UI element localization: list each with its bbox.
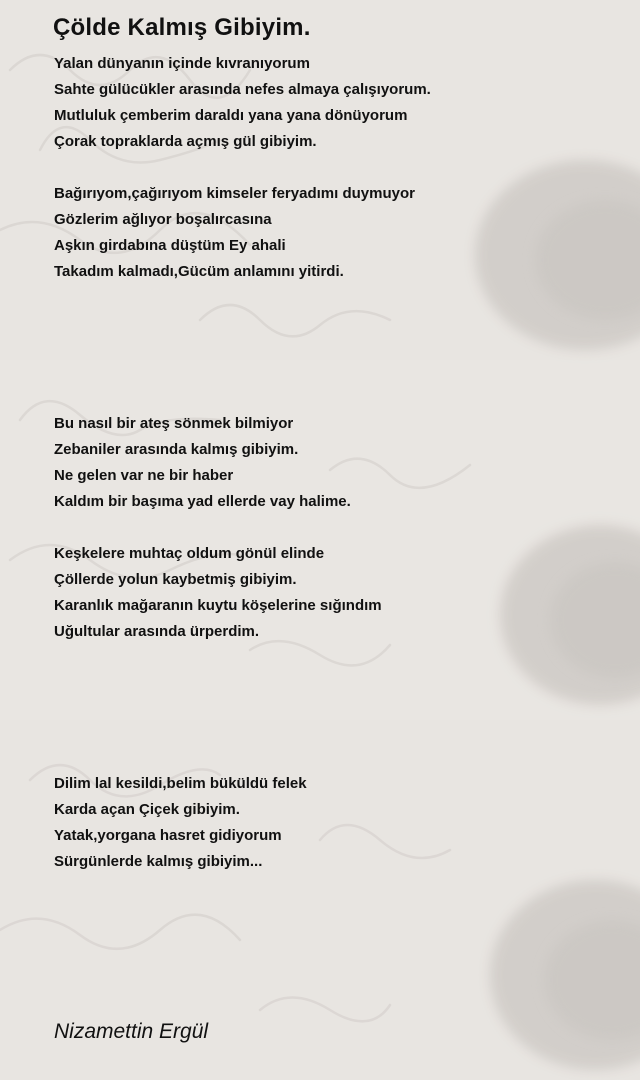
poem-line: Sahte gülücükler arasında nefes almaya çalışıyorum. xyxy=(54,81,431,98)
stanza-5 xyxy=(54,771,307,875)
poem-line: Takadım kalmadı,Gücüm anlamını yitirdi. xyxy=(54,263,344,280)
poem-line: Uğultular arasında ürperdim. xyxy=(54,623,260,640)
stanza-2 xyxy=(54,181,415,285)
poem-line: Yatak,yorgana hasret gidiyorum xyxy=(54,827,282,844)
poem-line: Bağırıyom,çağırıyom kimseler feryadımı duymuyor xyxy=(54,185,415,202)
stanza-4 xyxy=(54,541,382,645)
poem-line: Gözlerim ağlıyor boşalırcasına xyxy=(54,211,272,228)
poem-line: Aşkın girdabına düştüm Ey ahali xyxy=(54,237,286,254)
poem-line: Sürgünlerde kalmış gibiyim... xyxy=(54,853,263,870)
poem-line: Dilim lal kesildi,belim büküldü felek xyxy=(54,775,307,792)
poem-line: Ne gelen var ne bir haber xyxy=(54,467,234,484)
poem-line: Karanlık mağaranın kuytu köşelerine sığındım xyxy=(54,597,382,614)
poem-line: Mutluluk çemberim daraldı yana yana dönüyorum xyxy=(54,107,408,124)
poem-line: Yalan dünyanın içinde kıvranıyorum xyxy=(54,55,310,72)
stanza-1 xyxy=(54,51,431,155)
poem-title: Çölde Kalmış Gibiyim. xyxy=(53,14,311,41)
poem-line: Zebaniler arasında kalmış gibiyim. xyxy=(54,441,299,458)
stanza-3 xyxy=(54,411,351,515)
poem-line: Kaldım bir başıma yad ellerde vay halime. xyxy=(54,493,351,510)
poem-author: Nizamettin Ergül xyxy=(54,1020,209,1043)
poem-line: Çöllerde yolun kaybetmiş gibiyim. xyxy=(54,571,297,588)
poem-line: Keşkelere muhtaç oldum gönül elinde xyxy=(54,545,325,562)
poem-line: Karda açan Çiçek gibiyim. xyxy=(54,801,240,818)
poem-line: Bu nasıl bir ateş sönmek bilmiyor xyxy=(54,415,294,432)
poem-line: Çorak topraklarda açmış gül gibiyim. xyxy=(54,133,317,150)
